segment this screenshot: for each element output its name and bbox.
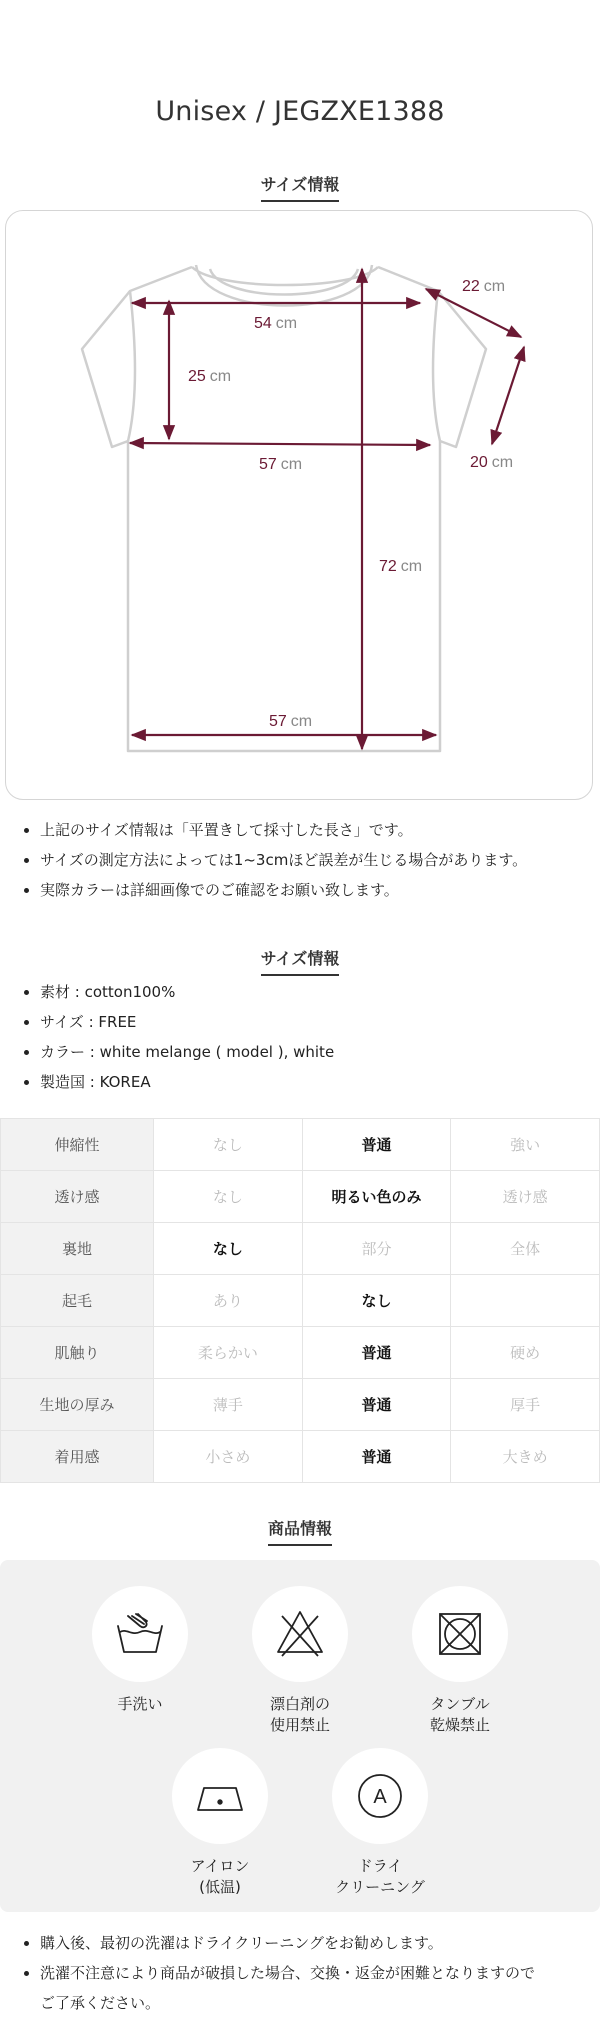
table-row	[1, 1431, 600, 1483]
property-option: 柔らかい	[154, 1327, 303, 1379]
table-row	[1, 1327, 600, 1379]
measurement-lines	[130, 269, 524, 749]
care-label-line1: ドライ	[357, 1857, 403, 1875]
property-option: 薄手	[154, 1379, 303, 1431]
sleeve-line	[426, 289, 521, 337]
property-option	[451, 1275, 600, 1327]
property-option: あり	[154, 1275, 303, 1327]
list-item: 購入後、最初の洗濯はドライクリーニングをお勧めします。	[22, 1928, 582, 1958]
chest-label: 54 cm	[254, 315, 298, 332]
table-row	[1, 1275, 600, 1327]
tshirt-outline	[82, 265, 486, 751]
property-option: 普通	[302, 1119, 451, 1171]
list-item: 素材 : cotton100%	[22, 977, 582, 1007]
property-option: 普通	[302, 1379, 451, 1431]
sleeve-label: 22 cm	[462, 278, 506, 295]
list-item: 製造国 : KOREA	[22, 1067, 582, 1097]
property-option: 普通	[302, 1431, 451, 1483]
list-item: カラー : white melange ( model ), white	[22, 1037, 582, 1067]
size-info-heading: サイズ情報	[0, 172, 600, 202]
property-option: 大きめ	[451, 1431, 600, 1483]
property-label: 伸縮性	[1, 1119, 154, 1171]
care-item-no-tumble-dry	[390, 1586, 530, 1736]
list-item: サイズの測定方法によっては1~3cmほど誤差が生じる場合があります。	[22, 845, 582, 875]
care-label-line1: 漂白剤の	[269, 1695, 330, 1713]
property-label: 起毛	[1, 1275, 154, 1327]
care-label-line1: 手洗い	[117, 1695, 163, 1713]
property-label: 透け感	[1, 1171, 154, 1223]
hand-wash-icon	[92, 1586, 188, 1682]
list-item: 洗濯不注意により商品が破損した場合、交換・返金が困難となりますので ご了承ください。	[22, 1958, 582, 2018]
table-row	[1, 1379, 600, 1431]
care-item-hand-wash	[70, 1586, 210, 1715]
size-diagram	[5, 210, 593, 800]
property-option: なし	[302, 1275, 451, 1327]
tshirt-diagram	[6, 211, 594, 801]
table-row	[1, 1223, 600, 1275]
iron-low-icon	[172, 1748, 268, 1844]
table-row	[1, 1171, 600, 1223]
list-item: 上記のサイズ情報は「平置きして採寸した長さ」です。	[22, 815, 582, 845]
size-notes	[22, 815, 582, 905]
care-label-line2: 乾燥禁止	[429, 1716, 490, 1734]
care-item-dry-clean	[310, 1748, 450, 1898]
dry-clean-symbol: A	[373, 1786, 387, 1808]
hem-label: 57 cm	[269, 713, 313, 730]
list-item: サイズ : FREE	[22, 1007, 582, 1037]
property-option: 全体	[451, 1223, 600, 1275]
table-row	[1, 1119, 600, 1171]
property-option: なし	[154, 1171, 303, 1223]
dry-clean-icon	[332, 1748, 428, 1844]
property-option: 部分	[302, 1223, 451, 1275]
property-label: 生地の厚み	[1, 1379, 154, 1431]
care-item-iron-low	[150, 1748, 290, 1898]
fabric-properties-table	[0, 1118, 600, 1483]
list-item: 実際カラーは詳細画像でのご確認をお願い致します。	[22, 875, 582, 905]
property-label: 肌触り	[1, 1327, 154, 1379]
property-option: なし	[154, 1223, 303, 1275]
property-option: 透け感	[451, 1171, 600, 1223]
sleeve-opening-line	[492, 347, 524, 444]
armhole-label: 25 cm	[188, 368, 232, 385]
property-option: 強い	[451, 1119, 600, 1171]
sleeve-opening-label: 20 cm	[470, 454, 514, 471]
care-item-no-bleach	[230, 1586, 370, 1736]
care-label-line1: アイロン	[190, 1857, 250, 1875]
product-title: Unisex / JEGZXE1388	[155, 96, 445, 127]
no-bleach-icon	[252, 1586, 348, 1682]
property-option: 普通	[302, 1327, 451, 1379]
care-notes	[22, 1928, 582, 2018]
property-label: 着用感	[1, 1431, 154, 1483]
care-label-line1: タンブル	[430, 1695, 490, 1713]
care-label-line2: 使用禁止	[269, 1716, 330, 1734]
property-option: なし	[154, 1119, 303, 1171]
care-label-line2: (低温)	[199, 1878, 241, 1896]
care-instructions-panel	[0, 1560, 600, 1912]
property-option: 明るい色のみ	[302, 1171, 451, 1223]
property-label: 裏地	[1, 1223, 154, 1275]
property-option: 小さめ	[154, 1431, 303, 1483]
body-width-label: 57 cm	[259, 456, 303, 473]
material-info-heading: サイズ情報	[0, 946, 600, 976]
care-label-line2: クリーニング	[335, 1878, 425, 1896]
material-info-list	[22, 977, 582, 1097]
no-tumble-dry-icon	[412, 1586, 508, 1682]
product-info-heading: 商品情報	[0, 1516, 600, 1546]
property-option: 厚手	[451, 1379, 600, 1431]
body-width-line	[130, 443, 430, 445]
length-label: 72 cm	[379, 558, 423, 575]
property-option: 硬め	[451, 1327, 600, 1379]
